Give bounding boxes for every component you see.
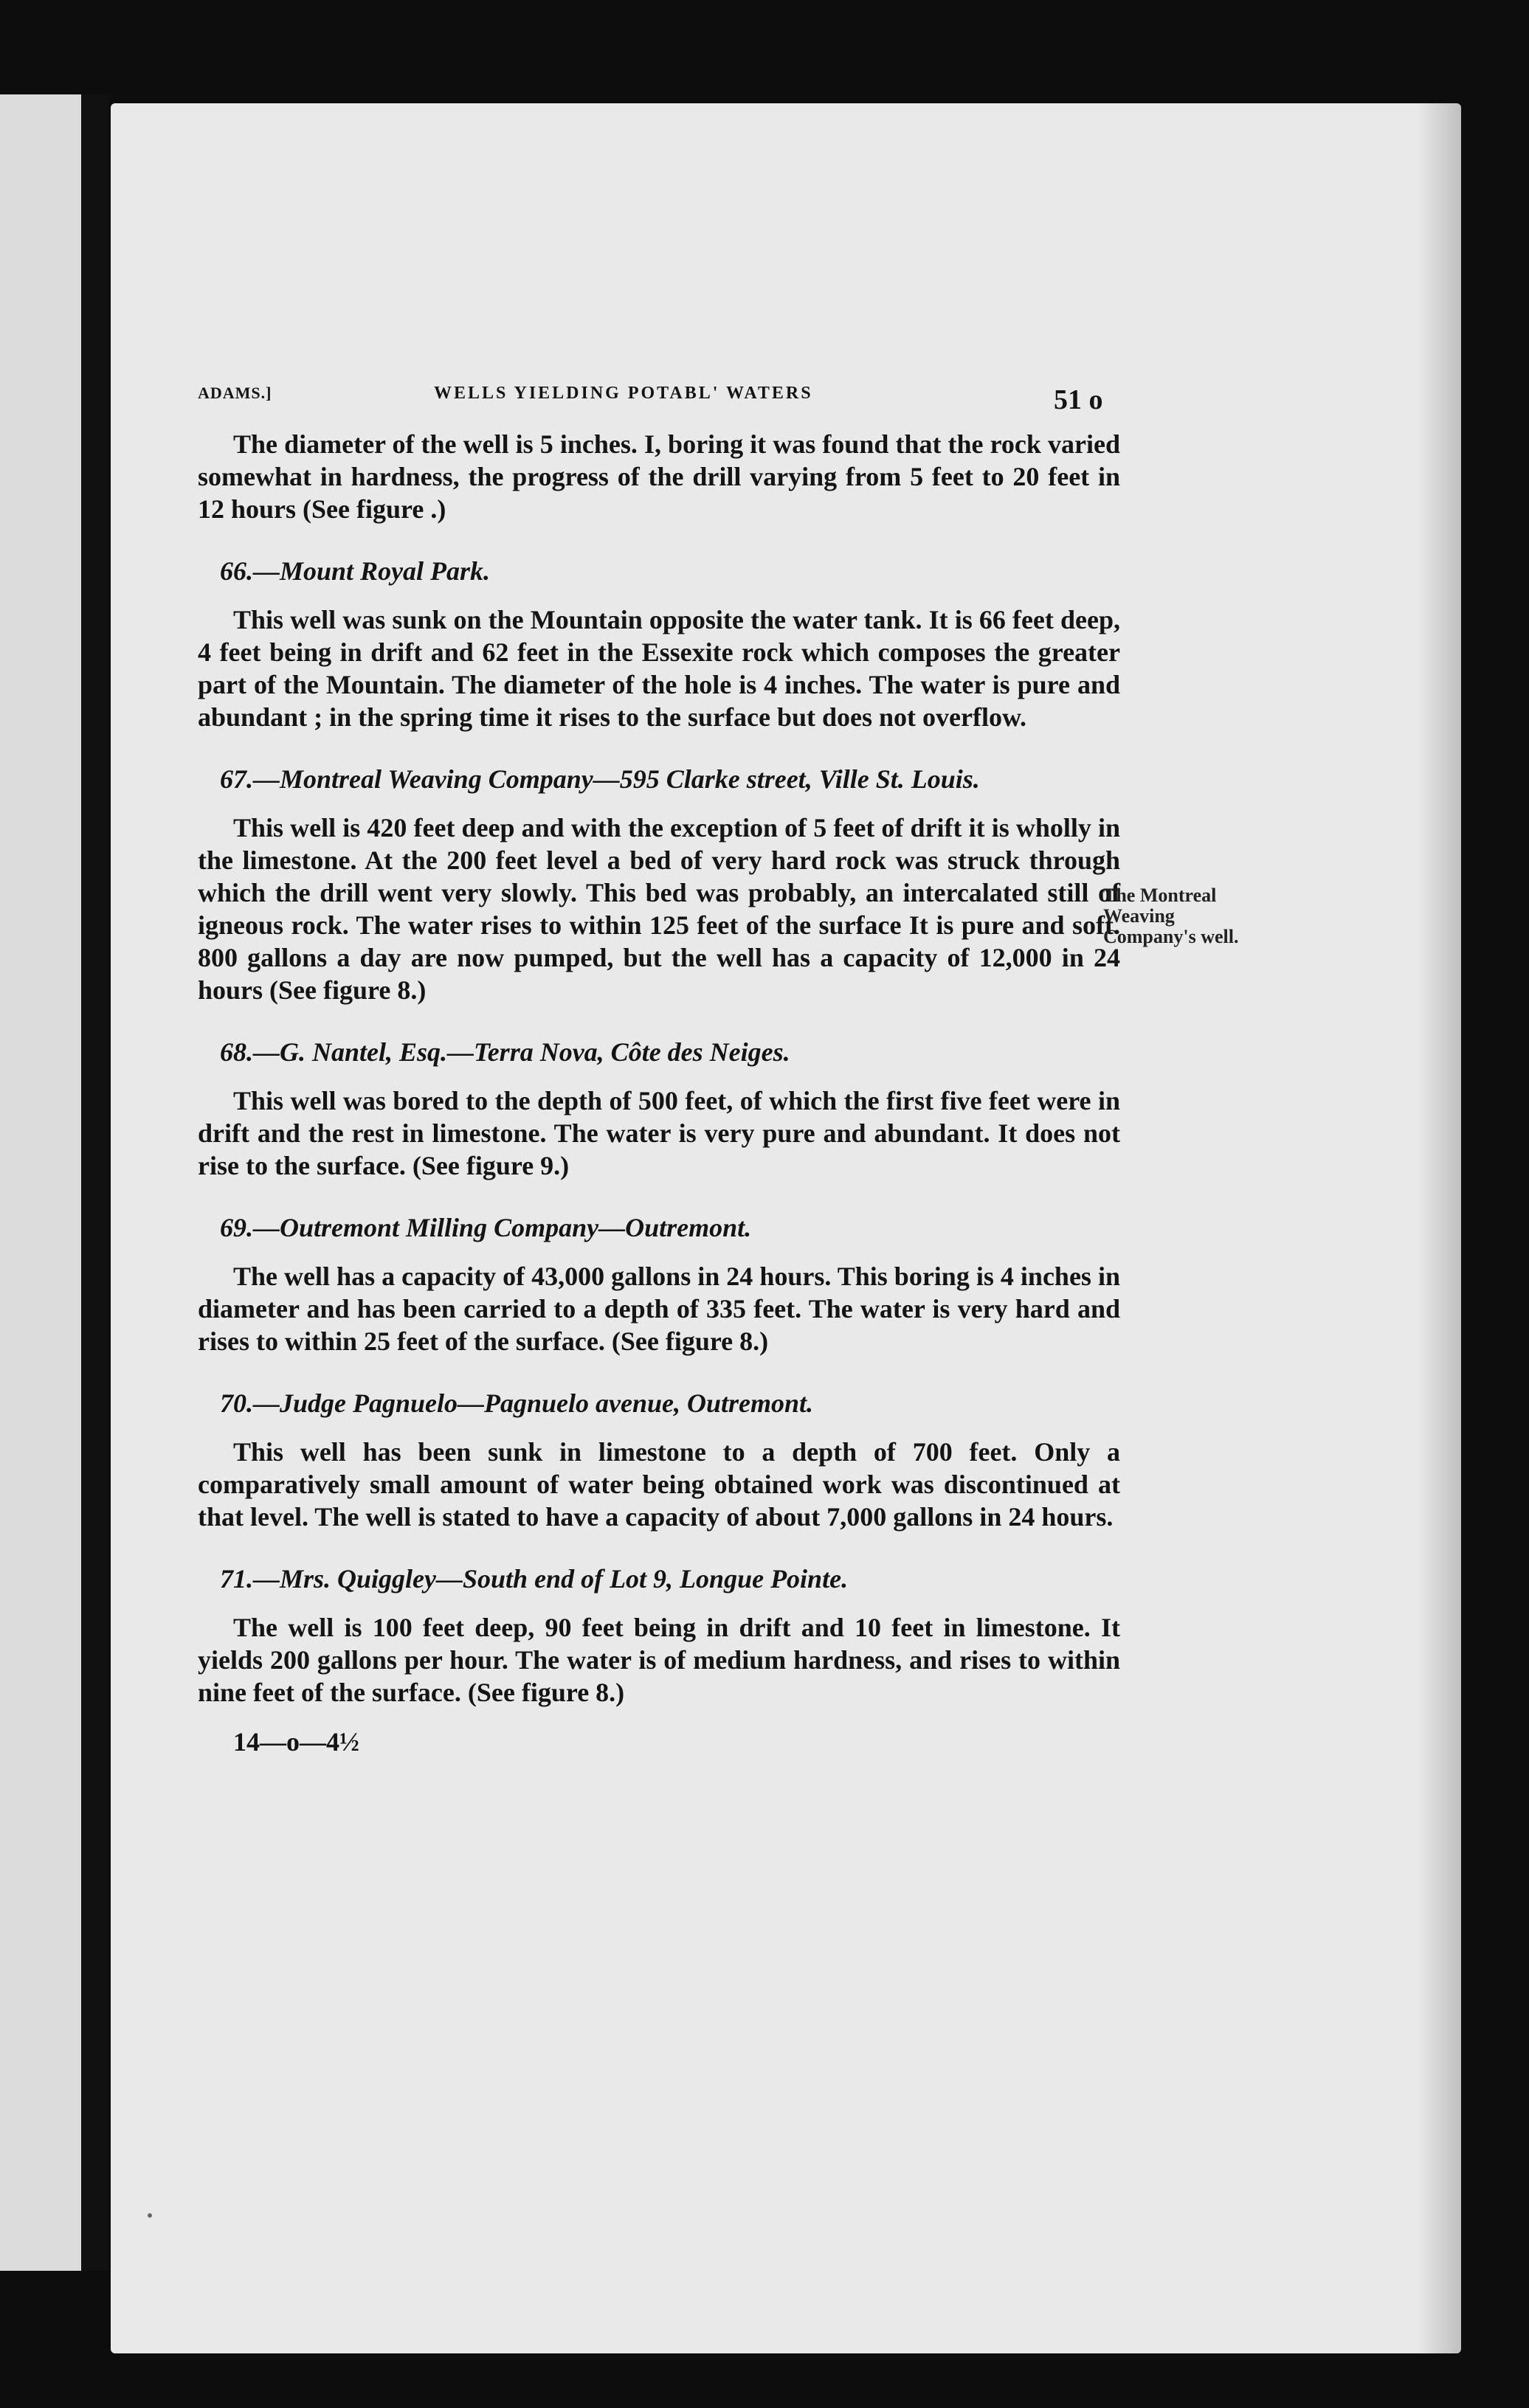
section-66-heading: 66.—Mount Royal Park.	[220, 556, 491, 586]
page-speck	[148, 2213, 152, 2218]
section-69-heading: 69.—Outremont Milling Company—Outremont.	[220, 1213, 752, 1242]
section-68-body: This well was bored to the depth of 500 feet, of which the first five feet were in drift and the rest in limestone. The water is very pure and abundant. It does not rise to the surface. (See figure 9.)	[198, 1086, 1120, 1180]
section-71-body: The well is 100 feet deep, 90 feet being in drift and 10 feet in limestone. It yields 200 gallons per hour. The water is of medium hardness, and rises to within nine feet of the surface. (See figure 8.)	[198, 1613, 1120, 1707]
section-67-body: This well is 420 feet deep and with the exception of 5 feet of drift it is wholly in the limestone. At the 200 feet level a bed of very hard rock was struck through which the drill went very slowly. This bed was probably, an intercalated still of igneous rock. The water rises to within 125 feet of the surface It is pure and soft. 800 gallons a day are now pumped, but the well has a capacity of 12,000 in 24 hours (See figure 8.)	[198, 813, 1120, 1005]
running-header	[198, 384, 1120, 428]
section-67-heading: 67.—Montreal Weaving Company—595 Clarke street, Ville St. Louis.	[220, 764, 980, 794]
section-68-heading: 68.—G. Nantel, Esq.—Terra Nova, Côte des Neiges.	[220, 1037, 790, 1067]
section-69-body: The well has a capacity of 43,000 gallons in 24 hours. This boring is 4 inches in diameter and has been carried to a depth of 335 feet. The water is very hard and rises to within 25 feet of the surface. (See figure 8.)	[198, 1262, 1120, 1356]
header-author: ADAMS.]	[198, 384, 272, 402]
scan-left-strip	[0, 94, 81, 2271]
signature-mark: 14—o—4½	[233, 1727, 359, 1757]
section-70-body: This well has been sunk in limestone to a depth of 700 feet. Only a comparatively small amount of water being obtained work was discontinued at that level. The well is stated to have a capacity of about 7,000 gallons in 24 hours.	[198, 1437, 1120, 1532]
page-number: 51 o	[1054, 384, 1103, 415]
scan-binding-edge	[81, 94, 109, 2271]
section-71-heading: 71.—Mrs. Quiggley—South end of Lot 9, Longue Pointe.	[220, 1564, 849, 1594]
section-66-body: This well was sunk on the Mountain opposite the water tank. It is 66 feet deep, 4 feet being in drift and 62 feet in the Essexite rock which composes the greater part of the Mountain. The diameter of the hole is 4 inches. The water is pure and abundant ; in the spring time it rises to the surface but does not overflow.	[198, 605, 1120, 732]
page-content	[198, 384, 1120, 1757]
section-70-heading: 70.—Judge Pagnuelo—Pagnuelo avenue, Outremont.	[220, 1388, 814, 1418]
intro-paragraph: The diameter of the well is 5 inches. I, boring it was found that the rock varied somewhat in hardness, the progress of the drill varying from 5 feet to 20 feet in 12 hours (See figure .)	[198, 429, 1120, 524]
page-shadow	[1417, 103, 1461, 2353]
header-title: WELLS YIELDING POTABL' WATERS	[434, 384, 813, 403]
margin-note: The Montreal Weaving Company's well.	[1103, 885, 1239, 947]
